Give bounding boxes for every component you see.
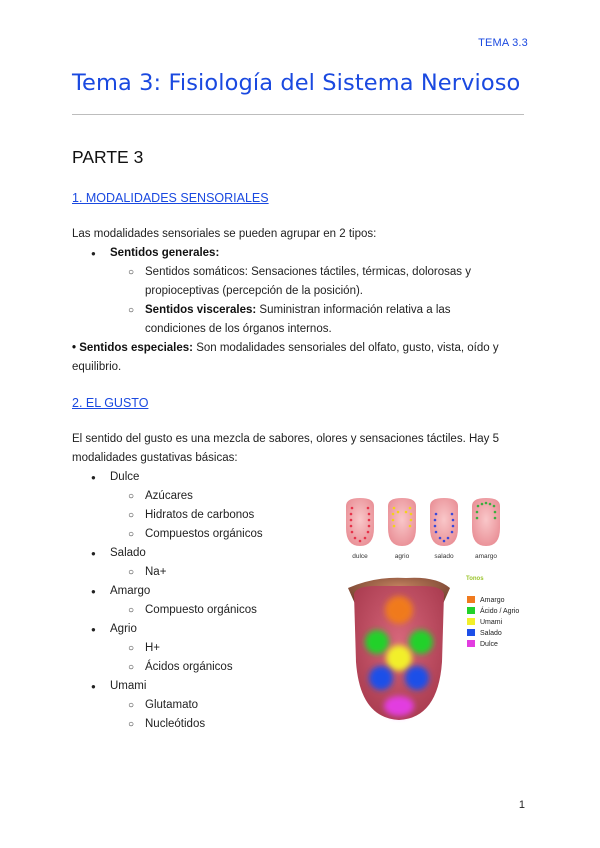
title-divider (72, 114, 524, 115)
legend-label-umami: Umami (480, 619, 503, 626)
somaticos-line-2: propioceptivas (percepción de la posición). (145, 285, 363, 297)
zone-dulce (384, 696, 414, 716)
tongue-dulce (346, 498, 374, 546)
taste-subitem: ○ H+ (145, 639, 160, 658)
taste-subitem: ○ Ácidos orgánicos (145, 658, 233, 677)
label-sentidos-especiales: • Sentidos especiales: (72, 342, 193, 354)
taste-subitem: ○ Hidratos de carbonos (145, 506, 254, 525)
section-2-heading[interactable]: 2. EL GUSTO (72, 396, 149, 410)
legend-swatch-acido (467, 607, 475, 614)
zone-acido-right (409, 630, 433, 654)
caption-agrio: agrio (394, 553, 410, 560)
legend-label-amargo: Amargo (480, 597, 505, 604)
zone-amargo (385, 596, 413, 624)
section-1-heading[interactable]: 1. MODALIDADES SENSORIALES (72, 191, 269, 205)
tongue-salado (430, 498, 458, 546)
tongue-agrio (388, 498, 416, 546)
taste-subitem: ○ Compuesto orgánicos (145, 601, 257, 620)
taste-item: ● Amargo (110, 582, 150, 601)
legend-label-salado: Salado (480, 630, 502, 637)
taste-subitem: ○ Compuestos orgánicos (145, 525, 263, 544)
tongue-color-map-figure (346, 572, 536, 724)
caption-salado: salado (434, 553, 454, 560)
page-number: 1 (518, 799, 525, 811)
page-title: Tema 3: Fisiología del Sistema Nervioso (72, 70, 521, 96)
label-sentidos-viscerales: Sentidos viscerales: (145, 304, 257, 316)
viscerales-line-2: condiciones de los órganos internos. (145, 323, 332, 335)
legend-label-acido: Ácido / Agrio (480, 608, 520, 615)
list-item-viscerales (145, 301, 451, 320)
legend (467, 596, 519, 648)
part-heading: PARTE 3 (72, 147, 144, 167)
section-1-intro: Las modalidades sensoriales se pueden agrupar en 2 tipos: (72, 228, 377, 240)
caption-amargo: amargo (474, 553, 498, 560)
legend-label-dulce: Dulce (480, 641, 498, 648)
gusto-intro-line-1: El sentido del gusto es una mezcla de sabores, olores y sensaciones táctiles. Hay 5 (72, 433, 500, 445)
taste-subitem: ○ Azúcares (145, 487, 193, 506)
label-sentidos-generales: Sentidos generales: (110, 247, 220, 259)
taste-item: ● Umami (110, 677, 146, 696)
legend-swatch-dulce (467, 640, 475, 647)
list-item-somaticos (145, 263, 471, 282)
tongue-amargo (472, 498, 500, 546)
taste-item: ● Dulce (110, 468, 139, 487)
somaticos-line-1: Sentidos somáticos: Sensaciones táctiles, térmicas, dolorosas y (145, 266, 471, 278)
legend-swatch-salado (467, 629, 475, 636)
legend-swatch-umami (467, 618, 475, 625)
taste-item: ● Agrio (110, 620, 137, 639)
legend-title: Tonos (466, 576, 484, 582)
taste-subitem: ○ Nucleótidos (145, 715, 205, 734)
especiales-paragraph (72, 339, 499, 358)
tongue-taste-zones-figure (338, 494, 506, 564)
list-item-sentidos-generales (110, 244, 219, 263)
zone-umami (386, 645, 412, 671)
viscerales-line-1: Suministran información relativa a las (256, 304, 451, 316)
especiales-line-1: Son modalidades sensoriales del olfato, gusto, vista, oído y (193, 342, 499, 354)
especiales-line-2: equilibrio. (72, 361, 122, 373)
zone-acido-left (365, 630, 389, 654)
zone-salado-right (405, 666, 429, 690)
zone-salado-left (369, 666, 393, 690)
taste-item: ● Salado (110, 544, 146, 563)
legend-swatch-amargo (467, 596, 475, 603)
topic-tag: TEMA 3.3 (478, 37, 528, 49)
caption-dulce: dulce (352, 553, 368, 560)
gusto-intro-line-2: modalidades gustativas básicas: (72, 452, 238, 464)
taste-subitem: ○ Glutamato (145, 696, 198, 715)
taste-subitem: ○ Na+ (145, 563, 166, 582)
